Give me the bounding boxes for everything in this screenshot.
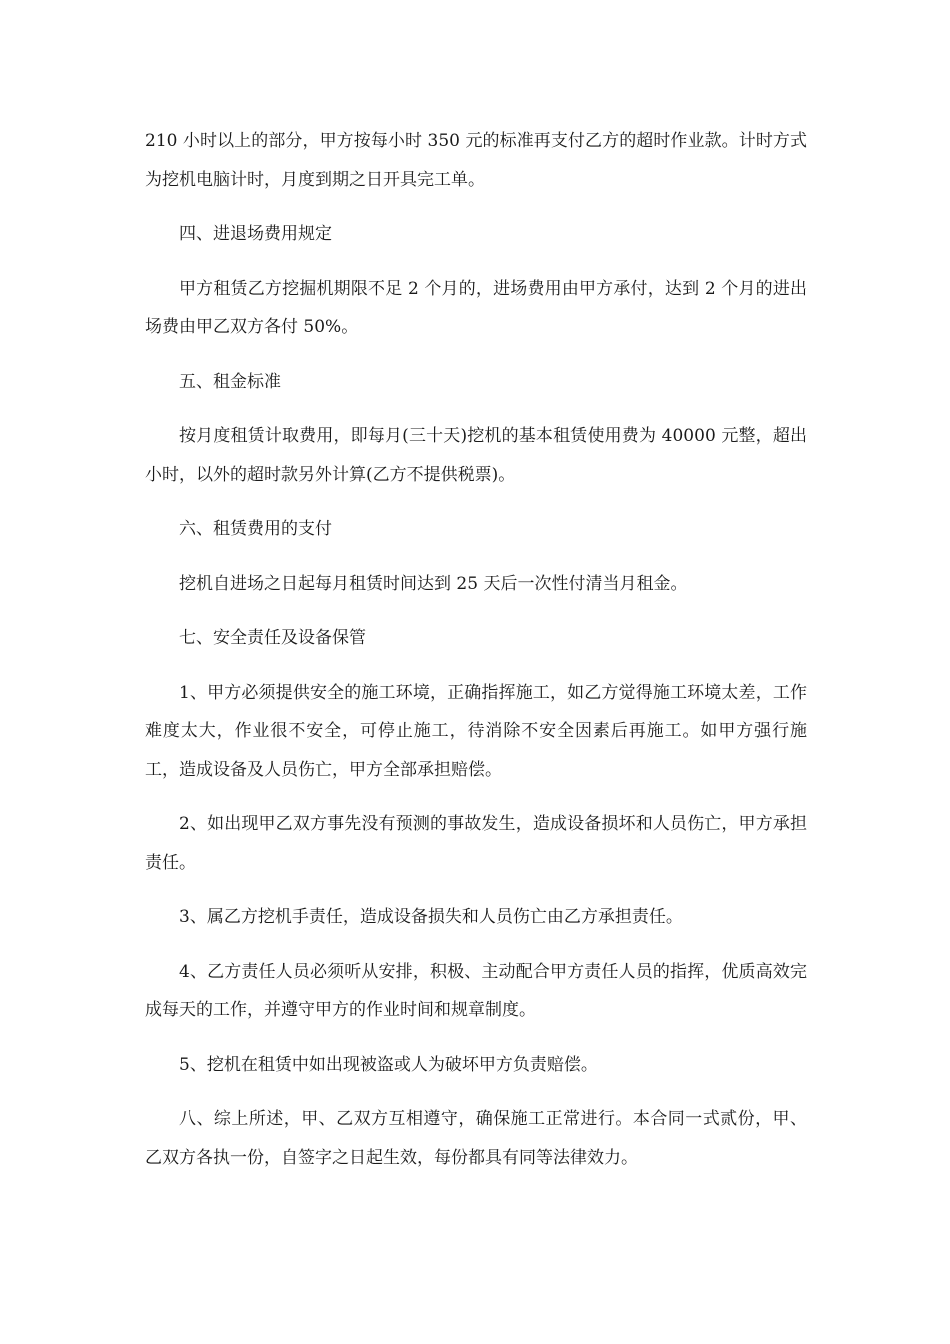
paragraph-rent-standard: 按月度租赁计取费用，即每月(三十天)挖机的基本租赁使用费为 40000 元整，超出小时，以外的超时款另外计算(乙方不提供税票)。 — [145, 426, 807, 485]
paragraph-overtime-fee: 210 小时以上的部分，甲方按每小时 350 元的标准再支付乙方的超时作业款。计时方式为挖机电脑计时，月度到期之日开具完工单。 — [145, 131, 807, 190]
clause-5-theft-damage: 5、挖机在租赁中如出现被盗或人为破坏甲方负责赔偿。 — [179, 1054, 598, 1075]
clause-4-staff-obligations: 4、乙方责任人员必须听从安排，积极、主动配合甲方责任人员的指挥，优质高效完成每天的工作，并遵守甲方的作业时间和规章制度。 — [145, 961, 807, 1020]
document-body — [145, 122, 807, 1193]
section-heading-entry-exit-fees: 四、进退场费用规定 — [179, 224, 332, 244]
clause-3-operator-responsibility: 3、属乙方挖机手责任，造成设备损失和人员伤亡由乙方承担责任。 — [179, 907, 683, 927]
section-heading-rent-standard: 五、租金标准 — [179, 371, 281, 392]
clause-1-safe-environment: 1、甲方必须提供安全的施工环境，正确指挥施工，如乙方觉得施工环境太差，工作难度太大，作业很不安全，可停止施工，待消除不安全因素后再施工。如甲方强行施工，造成设备及人员伤亡，甲方全部承担赔偿。 — [145, 682, 807, 780]
section-heading-safety-responsibility: 七、安全责任及设备保管 — [179, 628, 366, 648]
paragraph-rent-payment: 挖机自进场之日起每月租赁时间达到 25 天后一次性付清当月租金。 — [179, 573, 688, 594]
paragraph-entry-exit-fees: 甲方租赁乙方挖掘机期限不足 2 个月的，进场费用由甲方承付，达到 2 个月的进出场费由甲乙双方各付 50%。 — [145, 278, 807, 337]
paragraph-summary-effectiveness: 八、综上所述，甲、乙双方互相遵守，确保施工正常进行。本合同一式贰份，甲、乙双方各执一份，自签字之日起生效，每份都具有同等法律效力。 — [145, 1109, 807, 1168]
section-heading-rent-payment: 六、租赁费用的支付 — [179, 519, 332, 539]
clause-2-unforeseen-accident: 2、如出现甲乙双方事先没有预测的事故发生，造成设备损坏和人员伤亡，甲方承担责任。 — [145, 814, 807, 873]
